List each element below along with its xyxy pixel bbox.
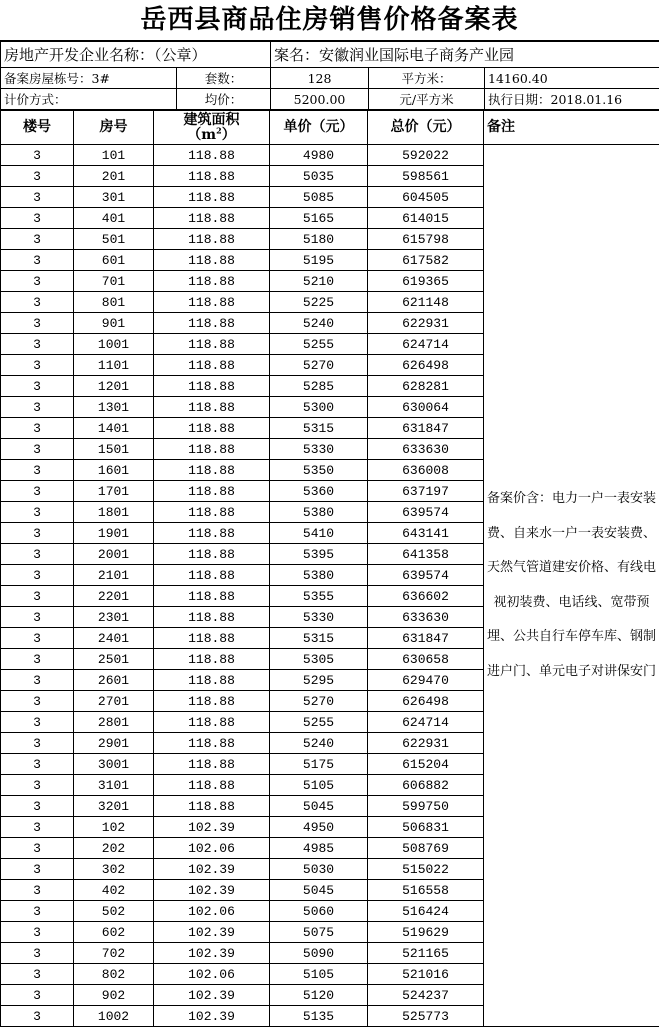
cell-room: 3101 <box>74 775 154 796</box>
cell-unit-price: 5285 <box>270 376 368 397</box>
cell-total-price: 636602 <box>368 586 484 607</box>
cell-unit-price: 5295 <box>270 670 368 691</box>
cell-building: 3 <box>1 712 74 733</box>
cell-building: 3 <box>1 397 74 418</box>
cell-building: 3 <box>1 586 74 607</box>
cell-building: 3 <box>1 1006 74 1027</box>
cell-room: 602 <box>74 922 154 943</box>
page-title: 岳西县商品住房销售价格备案表 <box>0 0 659 41</box>
cell-area: 118.88 <box>154 523 270 544</box>
cell-building: 3 <box>1 670 74 691</box>
cell-building: 3 <box>1 229 74 250</box>
cell-room: 102 <box>74 817 154 838</box>
cell-room: 802 <box>74 964 154 985</box>
col-unit-price: 单价（元） <box>270 111 368 145</box>
cell-unit-price: 5355 <box>270 586 368 607</box>
cell-room: 502 <box>74 901 154 922</box>
cell-area: 102.06 <box>154 838 270 859</box>
cell-total-price: 622931 <box>368 733 484 754</box>
cell-building: 3 <box>1 775 74 796</box>
cell-unit-price: 5090 <box>270 943 368 964</box>
cell-area: 118.88 <box>154 229 270 250</box>
cell-room: 202 <box>74 838 154 859</box>
cell-total-price: 519629 <box>368 922 484 943</box>
cell-building: 3 <box>1 691 74 712</box>
cell-building: 3 <box>1 439 74 460</box>
cell-area: 118.88 <box>154 460 270 481</box>
cell-building: 3 <box>1 481 74 502</box>
cell-area: 118.88 <box>154 481 270 502</box>
cell-area: 102.39 <box>154 1006 270 1027</box>
cell-area: 118.88 <box>154 313 270 334</box>
cell-area: 118.88 <box>154 628 270 649</box>
cell-unit-price: 5195 <box>270 250 368 271</box>
cell-room: 1501 <box>74 439 154 460</box>
cell-unit-price: 5225 <box>270 292 368 313</box>
cell-building: 3 <box>1 880 74 901</box>
cell-building: 3 <box>1 355 74 376</box>
cell-building: 3 <box>1 859 74 880</box>
developer-row <box>1 42 659 68</box>
cell-total-price: 636008 <box>368 460 484 481</box>
cell-room: 1601 <box>74 460 154 481</box>
cell-room: 301 <box>74 187 154 208</box>
cell-unit-price: 5030 <box>270 859 368 880</box>
cell-building: 3 <box>1 334 74 355</box>
units-value: 128 <box>271 68 369 89</box>
cell-room: 302 <box>74 859 154 880</box>
cell-room: 1301 <box>74 397 154 418</box>
col-building: 楼号 <box>1 111 74 145</box>
cell-room: 201 <box>74 166 154 187</box>
cell-building: 3 <box>1 460 74 481</box>
cell-room: 1701 <box>74 481 154 502</box>
cell-total-price: 621148 <box>368 292 484 313</box>
cell-area: 118.88 <box>154 334 270 355</box>
table-header-row <box>1 111 659 145</box>
cell-building: 3 <box>1 502 74 523</box>
avg-unit: 元/平方米 <box>369 89 485 110</box>
cell-building: 3 <box>1 187 74 208</box>
cell-total-price: 592022 <box>368 145 484 166</box>
cell-total-price: 630064 <box>368 397 484 418</box>
cell-unit-price: 5270 <box>270 691 368 712</box>
cell-area: 118.88 <box>154 586 270 607</box>
avg-value: 5200.00 <box>271 89 369 110</box>
cell-building: 3 <box>1 145 74 166</box>
cell-total-price: 615798 <box>368 229 484 250</box>
cell-room: 2601 <box>74 670 154 691</box>
cell-total-price: 626498 <box>368 691 484 712</box>
cell-unit-price: 4980 <box>270 145 368 166</box>
col-room: 房号 <box>74 111 154 145</box>
cell-room: 702 <box>74 943 154 964</box>
cell-total-price: 516424 <box>368 901 484 922</box>
cell-unit-price: 5380 <box>270 502 368 523</box>
project-name: 安徽润业国际电子商务产业园 <box>319 46 515 64</box>
table-body <box>1 145 659 1027</box>
cell-room: 101 <box>74 145 154 166</box>
cell-unit-price: 5315 <box>270 628 368 649</box>
table-row <box>1 145 659 166</box>
cell-building: 3 <box>1 271 74 292</box>
cell-area: 118.88 <box>154 208 270 229</box>
cell-room: 2501 <box>74 649 154 670</box>
col-area <box>154 111 270 145</box>
cell-building: 3 <box>1 838 74 859</box>
cell-room: 401 <box>74 208 154 229</box>
date-label: 执行日期： <box>488 92 551 107</box>
cell-area: 118.88 <box>154 145 270 166</box>
cell-room: 2801 <box>74 712 154 733</box>
avg-label: 均价： <box>177 89 271 110</box>
cell-area: 118.88 <box>154 544 270 565</box>
building-row <box>1 68 659 89</box>
cell-room: 1002 <box>74 1006 154 1027</box>
cell-area: 118.88 <box>154 355 270 376</box>
cell-area: 118.88 <box>154 166 270 187</box>
cell-area: 118.88 <box>154 754 270 775</box>
cell-unit-price: 5350 <box>270 460 368 481</box>
cell-total-price: 639574 <box>368 502 484 523</box>
cell-area: 102.39 <box>154 859 270 880</box>
cell-room: 801 <box>74 292 154 313</box>
cell-total-price: 516558 <box>368 880 484 901</box>
cell-unit-price: 5045 <box>270 796 368 817</box>
date-cell <box>485 89 659 110</box>
cell-unit-price: 5165 <box>270 208 368 229</box>
cell-total-price: 643141 <box>368 523 484 544</box>
cell-room: 2301 <box>74 607 154 628</box>
cell-unit-price: 5240 <box>270 733 368 754</box>
cell-area: 118.88 <box>154 376 270 397</box>
cell-total-price: 629470 <box>368 670 484 691</box>
cell-total-price: 631847 <box>368 628 484 649</box>
cell-total-price: 633630 <box>368 439 484 460</box>
cell-total-price: 626498 <box>368 355 484 376</box>
cell-unit-price: 5175 <box>270 754 368 775</box>
cell-total-price: 624714 <box>368 712 484 733</box>
cell-total-price: 525773 <box>368 1006 484 1027</box>
cell-unit-price: 5135 <box>270 1006 368 1027</box>
cell-room: 901 <box>74 313 154 334</box>
cell-building: 3 <box>1 943 74 964</box>
cell-building: 3 <box>1 418 74 439</box>
cell-total-price: 606882 <box>368 775 484 796</box>
pricing-label: 计价方式： <box>1 89 177 110</box>
building-value: 3# <box>91 71 110 86</box>
cell-area: 102.39 <box>154 943 270 964</box>
cell-area: 118.88 <box>154 796 270 817</box>
info-table <box>0 41 659 110</box>
cell-building: 3 <box>1 796 74 817</box>
cell-total-price: 639574 <box>368 565 484 586</box>
cell-room: 1801 <box>74 502 154 523</box>
cell-area: 102.39 <box>154 880 270 901</box>
cell-area: 118.88 <box>154 607 270 628</box>
area-label: 平方米： <box>369 68 485 89</box>
cell-room: 902 <box>74 985 154 1006</box>
cell-unit-price: 5105 <box>270 775 368 796</box>
pricing-row <box>1 89 659 110</box>
cell-unit-price: 5035 <box>270 166 368 187</box>
cell-building: 3 <box>1 964 74 985</box>
cell-room: 2101 <box>74 565 154 586</box>
cell-room: 1001 <box>74 334 154 355</box>
cell-room: 2701 <box>74 691 154 712</box>
cell-unit-price: 5315 <box>270 418 368 439</box>
cell-room: 2001 <box>74 544 154 565</box>
cell-unit-price: 5060 <box>270 901 368 922</box>
cell-total-price: 630658 <box>368 649 484 670</box>
cell-total-price: 604505 <box>368 187 484 208</box>
cell-unit-price: 5255 <box>270 712 368 733</box>
price-table <box>0 110 659 1027</box>
cell-area: 118.88 <box>154 733 270 754</box>
cell-building: 3 <box>1 817 74 838</box>
cell-area: 118.88 <box>154 670 270 691</box>
cell-unit-price: 4950 <box>270 817 368 838</box>
cell-building: 3 <box>1 628 74 649</box>
cell-room: 1101 <box>74 355 154 376</box>
cell-building: 3 <box>1 754 74 775</box>
cell-building: 3 <box>1 292 74 313</box>
cell-room: 701 <box>74 271 154 292</box>
cell-total-price: 599750 <box>368 796 484 817</box>
cell-room: 1201 <box>74 376 154 397</box>
cell-area: 118.88 <box>154 397 270 418</box>
cell-total-price: 624714 <box>368 334 484 355</box>
cell-building: 3 <box>1 922 74 943</box>
cell-room: 3001 <box>74 754 154 775</box>
cell-area: 118.88 <box>154 712 270 733</box>
cell-unit-price: 5300 <box>270 397 368 418</box>
cell-area: 118.88 <box>154 271 270 292</box>
cell-unit-price: 5305 <box>270 649 368 670</box>
cell-building: 3 <box>1 733 74 754</box>
cell-unit-price: 5120 <box>270 985 368 1006</box>
cell-unit-price: 5045 <box>270 880 368 901</box>
cell-building: 3 <box>1 544 74 565</box>
cell-room: 1401 <box>74 418 154 439</box>
cell-area: 102.39 <box>154 985 270 1006</box>
project-cell <box>271 42 659 68</box>
building-label: 备案房屋栋号： <box>4 71 92 86</box>
building-cell <box>1 68 177 89</box>
cell-unit-price: 5240 <box>270 313 368 334</box>
cell-total-price: 615204 <box>368 754 484 775</box>
cell-unit-price: 5360 <box>270 481 368 502</box>
cell-total-price: 641358 <box>368 544 484 565</box>
cell-area: 102.39 <box>154 922 270 943</box>
cell-total-price: 619365 <box>368 271 484 292</box>
cell-building: 3 <box>1 523 74 544</box>
cell-unit-price: 5330 <box>270 607 368 628</box>
cell-total-price: 631847 <box>368 418 484 439</box>
cell-area: 118.88 <box>154 418 270 439</box>
cell-room: 402 <box>74 880 154 901</box>
area-value: 14160.40 <box>485 68 659 89</box>
note-cell: 备案价含：电力一户一表安装费、自来水一户一表安装费、天然气管道建安价格、有线电视初装费、电话线、宽带预埋、公共自行车停车库、钢制进户门、单元电子对讲保安门 <box>484 145 659 1027</box>
cell-area: 102.39 <box>154 817 270 838</box>
cell-unit-price: 4985 <box>270 838 368 859</box>
cell-unit-price: 5105 <box>270 964 368 985</box>
col-note: 备注 <box>484 111 659 145</box>
cell-total-price: 521016 <box>368 964 484 985</box>
cell-area: 118.88 <box>154 775 270 796</box>
cell-total-price: 628281 <box>368 376 484 397</box>
cell-area: 102.06 <box>154 964 270 985</box>
cell-total-price: 617582 <box>368 250 484 271</box>
date-value: 2018.01.16 <box>550 92 623 107</box>
cell-area: 118.88 <box>154 439 270 460</box>
cell-building: 3 <box>1 649 74 670</box>
cell-total-price: 508769 <box>368 838 484 859</box>
cell-unit-price: 5270 <box>270 355 368 376</box>
cell-building: 3 <box>1 376 74 397</box>
cell-area: 118.88 <box>154 565 270 586</box>
cell-unit-price: 5255 <box>270 334 368 355</box>
col-area-label: 建筑面积 <box>183 111 240 128</box>
cell-unit-price: 5380 <box>270 565 368 586</box>
cell-area: 118.88 <box>154 691 270 712</box>
col-total-price: 总价（元） <box>368 111 484 145</box>
cell-area: 118.88 <box>154 292 270 313</box>
developer-label: 房地产开发企业名称：（公章） <box>1 42 271 68</box>
cell-unit-price: 5075 <box>270 922 368 943</box>
cell-total-price: 637197 <box>368 481 484 502</box>
cell-building: 3 <box>1 250 74 271</box>
cell-area: 118.88 <box>154 250 270 271</box>
cell-total-price: 521165 <box>368 943 484 964</box>
cell-building: 3 <box>1 166 74 187</box>
cell-unit-price: 5330 <box>270 439 368 460</box>
project-label: 案名： <box>274 46 320 64</box>
cell-area: 102.06 <box>154 901 270 922</box>
cell-total-price: 598561 <box>368 166 484 187</box>
cell-unit-price: 5180 <box>270 229 368 250</box>
cell-total-price: 506831 <box>368 817 484 838</box>
cell-total-price: 515022 <box>368 859 484 880</box>
cell-building: 3 <box>1 208 74 229</box>
cell-unit-price: 5085 <box>270 187 368 208</box>
cell-unit-price: 5210 <box>270 271 368 292</box>
cell-total-price: 622931 <box>368 313 484 334</box>
cell-unit-price: 5395 <box>270 544 368 565</box>
units-label: 套数： <box>177 68 271 89</box>
cell-total-price: 524237 <box>368 985 484 1006</box>
cell-room: 601 <box>74 250 154 271</box>
cell-unit-price: 5410 <box>270 523 368 544</box>
cell-room: 2401 <box>74 628 154 649</box>
cell-building: 3 <box>1 565 74 586</box>
cell-total-price: 614015 <box>368 208 484 229</box>
cell-total-price: 633630 <box>368 607 484 628</box>
cell-room: 2901 <box>74 733 154 754</box>
cell-room: 3201 <box>74 796 154 817</box>
cell-building: 3 <box>1 901 74 922</box>
cell-building: 3 <box>1 607 74 628</box>
cell-area: 118.88 <box>154 187 270 208</box>
cell-room: 2201 <box>74 586 154 607</box>
cell-room: 1901 <box>74 523 154 544</box>
cell-area: 118.88 <box>154 649 270 670</box>
cell-room: 501 <box>74 229 154 250</box>
col-area-unit: $(m^2)$ <box>187 124 236 143</box>
cell-building: 3 <box>1 313 74 334</box>
cell-building: 3 <box>1 985 74 1006</box>
cell-area: 118.88 <box>154 502 270 523</box>
